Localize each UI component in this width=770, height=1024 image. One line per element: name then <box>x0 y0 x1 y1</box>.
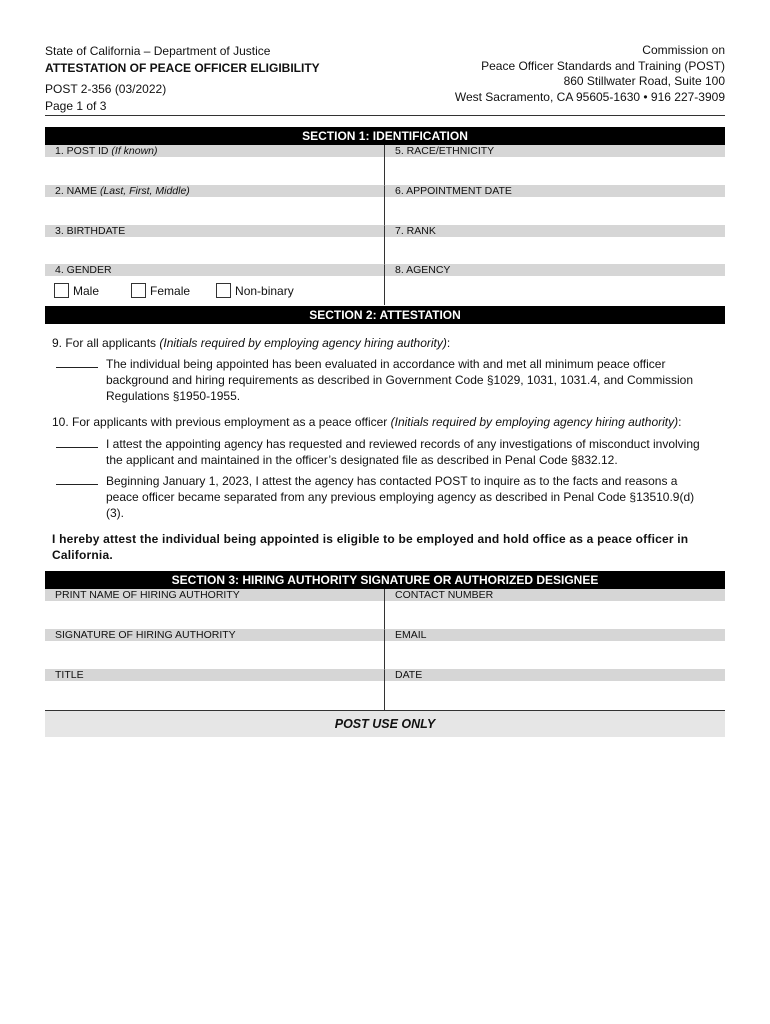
form-header-right <box>455 43 725 105</box>
eligibility-declaration: I hereby attest the individual being appointed is eligible to be employed and hold office as a peace officer in California. <box>52 532 689 562</box>
nonbinary-checkbox[interactable] <box>216 283 231 298</box>
gender-options <box>54 283 320 298</box>
print-name-field[interactable] <box>45 589 384 629</box>
agency-name: State of California – Department of Justice <box>45 44 271 58</box>
email-label: EMAIL <box>385 629 725 641</box>
form-title: ATTESTATION OF PEACE OFFICER ELIGIBILITY <box>45 61 320 75</box>
birthdate-label: 3. BIRTHDATE <box>45 225 384 237</box>
q10b-initials-line[interactable] <box>56 473 98 485</box>
date-field[interactable] <box>385 669 725 709</box>
commission-line2: Peace Officer Standards and Training (POST) <box>481 58 725 73</box>
rank-label: 7. RANK <box>385 225 725 237</box>
gender-option-male[interactable] <box>54 283 99 298</box>
post-use-only-banner: POST USE ONLY <box>45 710 725 737</box>
gender-option-nonbinary[interactable] <box>216 283 294 298</box>
signature-field[interactable] <box>45 629 384 669</box>
name-label: 2. NAME (Last, First, Middle) <box>45 185 384 197</box>
form-number: POST 2-356 (03/2022) <box>45 82 167 96</box>
form-header-left <box>45 43 320 115</box>
page-indicator: Page 1 of 3 <box>45 99 107 113</box>
birthdate-field[interactable] <box>45 225 384 265</box>
name-field[interactable] <box>45 185 384 225</box>
nonbinary-label: Non-binary <box>235 283 294 298</box>
contact-number-field[interactable] <box>385 589 725 629</box>
rank-field[interactable] <box>385 225 725 265</box>
date-label: DATE <box>385 669 725 681</box>
race-ethnicity-label: 5. RACE/ETHNICITY <box>385 145 725 157</box>
q10b-attestation <box>56 473 706 521</box>
q10a-attestation <box>56 436 706 468</box>
commission-city-phone: West Sacramento, CA 95605-1630 • 916 227-3909 <box>454 89 725 104</box>
section3-title: SECTION 3: HIRING AUTHORITY SIGNATURE OR AUTHORIZED DESIGNEE <box>45 571 725 589</box>
post-id-field[interactable] <box>45 145 384 185</box>
appointment-date-field[interactable] <box>385 185 725 225</box>
commission-address: 860 Stillwater Road, Suite 100 <box>563 74 725 88</box>
race-ethnicity-field[interactable] <box>385 145 725 185</box>
q10-heading: 10. For applicants with previous employment as a peace officer (Initials required by employing agency hiring authority): <box>52 415 682 429</box>
gender-label: 4. GENDER <box>45 264 384 276</box>
q9-initials-line[interactable] <box>56 356 98 368</box>
email-field[interactable] <box>385 629 725 669</box>
q10a-initials-line[interactable] <box>56 436 98 448</box>
female-checkbox[interactable] <box>131 283 146 298</box>
section2-title: SECTION 2: ATTESTATION <box>45 306 725 324</box>
male-label: Male <box>73 283 100 298</box>
print-name-label: PRINT NAME OF HIRING AUTHORITY <box>45 589 384 601</box>
appointment-date-label: 6. APPOINTMENT DATE <box>385 185 725 197</box>
header-divider <box>45 115 725 116</box>
gender-option-female[interactable] <box>131 283 190 298</box>
female-label: Female <box>150 283 191 298</box>
title-field[interactable] <box>45 669 384 709</box>
q9-attestation <box>56 356 706 404</box>
section1-title: SECTION 1: IDENTIFICATION <box>45 127 725 145</box>
q10b-text: Beginning January 1, 2023, I attest the agency has contacted POST to inquire as to the facts and reasons a peace officer became separated from any previous employing agency as described in Penal Code §13510.9(d)(3). <box>106 474 695 520</box>
signature-label: SIGNATURE OF HIRING AUTHORITY <box>45 629 384 641</box>
male-checkbox[interactable] <box>54 283 69 298</box>
q9-heading: 9. For all applicants (Initials required by employing agency hiring authority): <box>52 336 451 350</box>
commission-line1: Commission on <box>642 43 725 57</box>
contact-number-label: CONTACT NUMBER <box>385 589 725 601</box>
q10a-text: I attest the appointing agency has requested and reviewed records of any investigations of misconduct involving the applicant and maintained in the officer’s designated file as described in Penal Code §832.12. <box>106 437 700 467</box>
agency-field[interactable] <box>385 264 725 304</box>
agency-label: 8. AGENCY <box>385 264 725 276</box>
title-label: TITLE <box>45 669 384 681</box>
q9-text: The individual being appointed has been evaluated in accordance with and met all minimum peace officer background and hiring requirements as described in Government Code §1029, 1031, 1031.4, and Commission Regulations §1950-1955. <box>106 357 694 403</box>
post-id-label: 1. POST ID (If known) <box>45 145 384 157</box>
